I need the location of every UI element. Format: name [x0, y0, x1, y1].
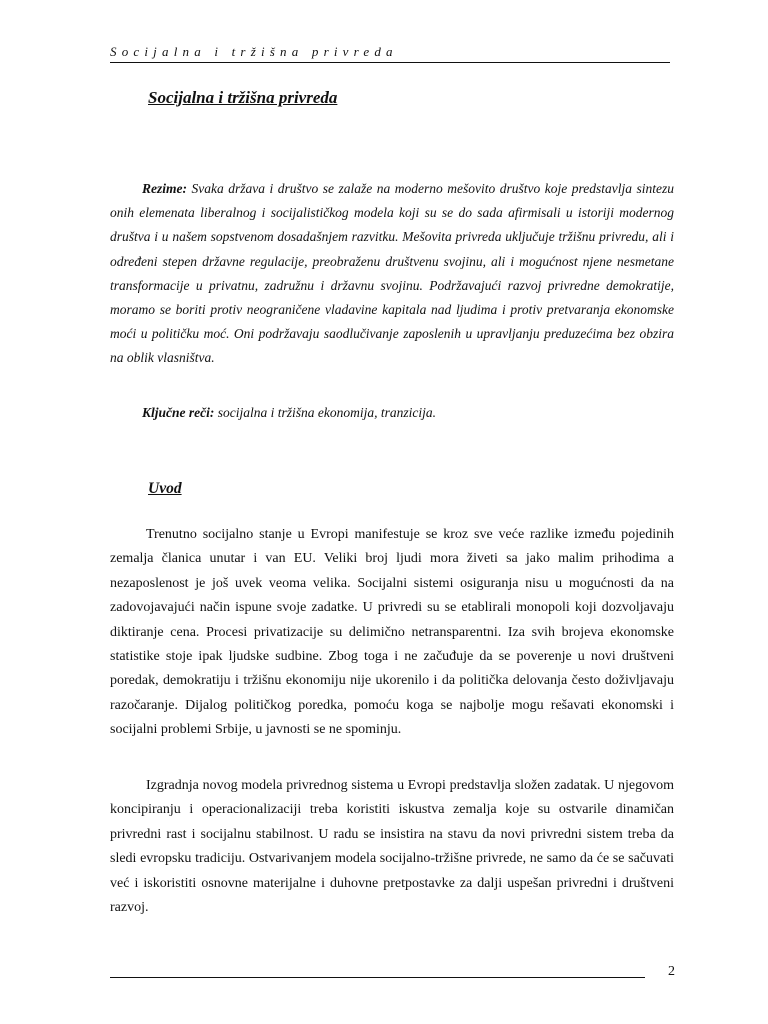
- footer-rule: [110, 977, 645, 978]
- running-header: Socijalna i tržišna privreda: [110, 44, 670, 63]
- document-title: Socijalna i tržišna privreda: [148, 88, 338, 107]
- section-heading: Uvod: [148, 480, 182, 497]
- body-paragraph: Trenutno socijalno stanje u Evropi manifestuje se kroz sve veće razlike između pojedinih zemalja članica unutar i van EU. Veliki broj ljudi mora živeti sa jako malim prihodima a nezaposlenost je još uvek veoma velika. Socijalni sistemi osiguranja nisu u mogućnosti da na zadovojavajući način ispune svoje zadatke. U privredi su se etablirali monopoli koji dozvoljavaju diktiranje cena. Procesi privatizacije su delimično netransparentni. Iza svih brojeva ekonomske statistike stoje ipak ljudske sudbine. Zbog toga i ne začuđuje da se poverenje u novi društveni poredak, demokratiju i tržišnu ekonomiju nije ukorenilo i da politička delovanja često doživljavaju razočaranje. Dijalog političkog poredka, pomoću koga se najbolje mogu rešavati ekonomski i socijalni problemi Srbije, u javnosti se ne spominju.: [110, 527, 674, 738]
- abstract-label: Rezime:: [142, 181, 187, 196]
- page-number: 2: [668, 964, 675, 979]
- body-paragraph: Izgradnja novog modela privrednog sistema u Evropi predstavlja složen zadatak. U njegovom koncipiranju i operacionalizaciji treba koristiti iskustva zemalja koje su ostvarile dinamičan privredni rast i socijalnu stabilnost. U radu se insistira na stavu da novi privredni sistem treba da sledi evropsku tradiciju. Ostvarivanjem modela socijalno-tržišne privrede, ne samo da će se sačuvati već i iskoristiti osnovne materijalne i duhovne pretpostavke za dalji uspešan privredni i društveni razvoj.: [110, 778, 674, 916]
- abstract: [110, 177, 674, 371]
- keywords-text: socijalna i tržišna ekonomija, tranzicija.: [217, 405, 436, 420]
- keywords: [110, 401, 674, 425]
- keywords-label: Ključne reči:: [142, 405, 215, 420]
- abstract-text: Svaka država i društvo se zalaže na moderno mešovito društvo koje predstavlja sintezu onih elemenata liberalnog i socijalističkog modela koji su se do sada afirmisali u istoriji modernog društva i u našem sopstvenom dosadašnjem razvitku. Mešovita privreda uključuje tržišnu privredu, ali i određeni stepen državne regulacije, preobraženu društvenu svojinu, ali i mogućnost njene nesmetane transformacije u privatnu, zadružnu i državnu svojinu. Podržavajući razvoj privredne demokratije, moramo se boriti protiv neograničene vladavine kapitala nad ljudima i protiv pretvaranja ekonomske moći u političku moć. Oni podržavaju saodlučivanje zaposlenih u upravljanju preduzećima bez obzira na oblik vlasništva.: [110, 181, 674, 366]
